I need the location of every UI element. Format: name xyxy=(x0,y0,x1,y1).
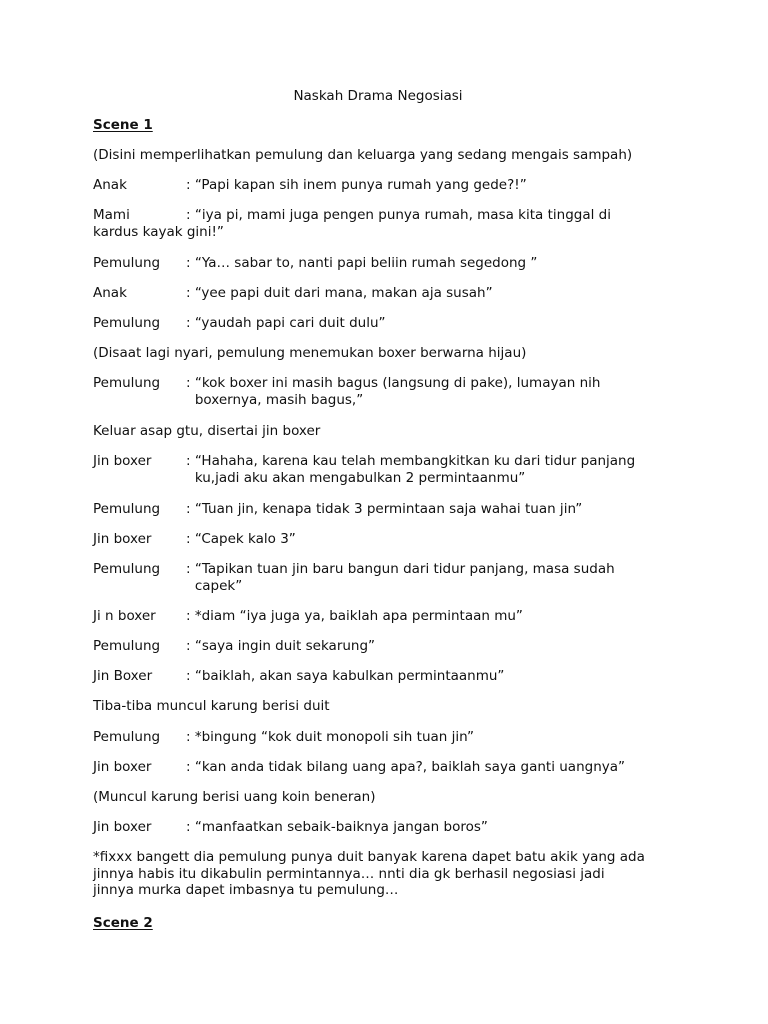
scene-1-heading: Scene 1 xyxy=(93,117,153,133)
speaker-name: Jin Boxer xyxy=(93,668,153,684)
narration-text: Keluar asap gtu, disertai jin boxer xyxy=(93,423,321,439)
dialogue-text: “Hahaha, karena kau telah membangkitkan ku dari tidur panjang xyxy=(194,453,636,469)
dialogue-text: “baiklah, akan saya kabulkan permintaanmu” xyxy=(194,668,505,684)
dialogue-text-block xyxy=(195,561,683,594)
dialogue-separator: : xyxy=(186,668,195,684)
narration-continuation: jinnya murka dapet imbasnya tu pemulung… xyxy=(93,882,399,898)
speaker-name: Pemulung xyxy=(93,638,161,654)
narration-paragraph xyxy=(93,849,683,899)
dialogue-continuation: ku,jadi aku akan mengabulkan 2 permintaanmu” xyxy=(194,469,526,486)
speaker-name: Pemulung xyxy=(93,375,161,391)
dialogue-separator: : xyxy=(186,729,195,745)
speaker-name: Mami xyxy=(93,207,130,223)
dialogue-separator: : xyxy=(186,453,195,469)
speaker-name: Anak xyxy=(93,177,127,193)
dialogue-separator: : xyxy=(186,561,195,577)
narration-text: Tiba-tiba muncul karung berisi duit xyxy=(93,698,330,714)
narration-text: (Disaat lagi nyari, pemulung menemukan boxer berwarna hijau) xyxy=(93,345,527,361)
dialogue-text: “Papi kapan sih inem punya rumah yang gede?!” xyxy=(194,177,527,193)
dialogue-text: “saya ingin duit sekarung” xyxy=(194,638,376,654)
speaker-name: Jin boxer xyxy=(93,819,152,835)
dialogue-text: “Capek kalo 3” xyxy=(194,531,296,547)
dialogue-separator: : xyxy=(186,608,195,624)
dialogue-separator: : xyxy=(186,638,195,654)
document-title: Naskah Drama Negosiasi xyxy=(293,88,463,104)
dialogue-line xyxy=(93,207,683,240)
dialogue-line xyxy=(93,285,683,302)
dialogue-line xyxy=(93,531,683,548)
dialogue-text: “Tapikan tuan jin baru bangun dari tidur panjang, masa sudah xyxy=(194,561,615,577)
dialogue-separator: : xyxy=(186,531,195,547)
speaker-name: Jin boxer xyxy=(93,453,152,469)
narration-line xyxy=(93,789,683,806)
dialogue-line xyxy=(93,759,683,776)
dialogue-separator: : xyxy=(186,819,195,835)
dialogue-text: “kok boxer ini masih bagus (langsung di pake), lumayan nih xyxy=(194,375,601,391)
dialogue-text: *bingung “kok duit monopoli sih tuan jin” xyxy=(194,729,474,745)
dialogue-line xyxy=(93,638,683,655)
narration-line xyxy=(93,147,683,164)
dialogue-text-block xyxy=(195,453,683,486)
dialogue-text: “Tuan jin, kenapa tidak 3 permintaan saja wahai tuan jin” xyxy=(194,501,583,517)
dialogue-separator: : xyxy=(186,759,195,775)
dialogue-continuation: kardus kayak gini!” xyxy=(93,223,224,240)
speaker-name: Jin boxer xyxy=(93,759,152,775)
dialogue-continuation: capek” xyxy=(194,577,243,594)
dialogue-text: “yee papi duit dari mana, makan aja susah” xyxy=(194,285,493,301)
narration-line xyxy=(93,345,683,362)
dialogue-separator: : xyxy=(186,375,195,391)
dialogue-separator: : xyxy=(186,285,195,301)
dialogue-line xyxy=(93,729,683,746)
dialogue-separator: : xyxy=(186,501,195,517)
narration-text: (Muncul karung berisi uang koin beneran) xyxy=(93,789,376,805)
speaker-name: Pemulung xyxy=(93,729,161,745)
dialogue-text: “Ya… sabar to, nanti papi beliin rumah segedong ” xyxy=(194,255,538,271)
scene-2-heading: Scene 2 xyxy=(93,915,153,931)
speaker-name: Jin boxer xyxy=(93,531,152,547)
dialogue-line xyxy=(93,668,683,685)
narration-text: *fixxx bangett dia pemulung punya duit banyak karena dapet batu akik yang ada xyxy=(93,849,645,865)
dialogue-line xyxy=(93,501,683,518)
speaker-name: Ji n boxer xyxy=(93,608,156,624)
dialogue-text-block xyxy=(195,375,683,408)
speaker-name: Pemulung xyxy=(93,315,161,331)
dialogue-text: “iya pi, mami juga pengen punya rumah, masa kita tinggal di xyxy=(194,207,611,223)
dialogue-line xyxy=(93,819,683,836)
dialogue-line xyxy=(93,255,683,272)
dialogue-line xyxy=(93,315,683,332)
dialogue-line xyxy=(93,561,683,594)
narration-text: (Disini memperlihatkan pemulung dan keluarga yang sedang mengais sampah) xyxy=(93,147,633,163)
dialogue-separator: : xyxy=(186,255,195,271)
dialogue-separator: : xyxy=(186,315,195,331)
dialogue-line xyxy=(93,177,683,194)
speaker-name: Pemulung xyxy=(93,561,161,577)
dialogue-line xyxy=(93,453,683,486)
speaker-name: Pemulung xyxy=(93,501,161,517)
dialogue-line xyxy=(93,608,683,625)
dialogue-text: “yaudah papi cari duit dulu” xyxy=(194,315,386,331)
dialogue-separator: : xyxy=(186,177,195,193)
dialogue-text: “manfaatkan sebaik-baiknya jangan boros” xyxy=(194,819,488,835)
dialogue-continuation: boxernya, masih bagus,” xyxy=(194,391,364,408)
narration-continuation: jinnya habis itu dikabulin permintannya… nnti dia gk berhasil negosiasi jadi xyxy=(93,865,605,882)
speaker-name: Pemulung xyxy=(93,255,161,271)
dialogue-text: *diam “iya juga ya, baiklah apa permintaan mu” xyxy=(194,608,523,624)
dialogue-text: “kan anda tidak bilang uang apa?, baiklah saya ganti uangnya” xyxy=(194,759,626,775)
dialogue-separator: : xyxy=(186,207,195,223)
narration-line xyxy=(93,423,683,440)
speaker-name: Anak xyxy=(93,285,127,301)
narration-line xyxy=(93,698,683,715)
dialogue-line xyxy=(93,375,683,408)
